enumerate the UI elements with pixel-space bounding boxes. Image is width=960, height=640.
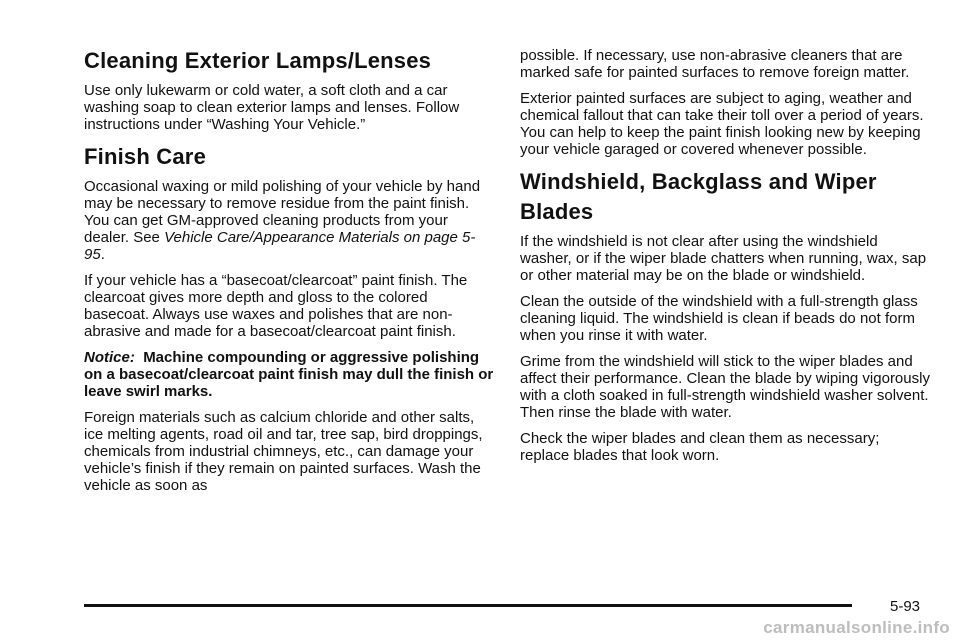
section-title-windshield: Windshield, Backglass and Wiper Blades: [520, 169, 877, 224]
windshield-paragraph-4: Check the wiper blades and clean them as necessary; replace blades that look worn.: [520, 430, 880, 464]
notice-text: Machine compounding or aggressive polishing on a basecoat/clearcoat paint finish may dull the finish or leave swirl marks.: [84, 349, 494, 400]
section-title-finish-care: Finish Care: [84, 144, 207, 169]
windshield-paragraph-1: If the windshield is not clear after using the windshield washer, or if the wiper blade chatters when running, wax, sap or other material may be on the blade or windshield.: [520, 233, 927, 284]
footer-rule: [84, 604, 852, 607]
finish-paragraph-1-end: .: [100, 246, 105, 263]
page-number: 5-93: [890, 598, 921, 615]
finish-paragraph-1: [84, 178, 494, 263]
windshield-paragraph-2: Clean the outside of the windshield with a full-strength glass cleaning liquid. The windshield is clean if beads do not form when you rinse it with water.: [520, 293, 918, 344]
continued-paragraph: possible. If necessary, use non-abrasive cleaners that are marked safe for painted surfaces to remove foreign matter.: [520, 47, 910, 81]
section-title-lamps: Cleaning Exterior Lamps/Lenses: [84, 48, 432, 73]
windshield-paragraph-3: Grime from the windshield will stick to the wiper blades and affect their performance. Clean the blade by wiping vigorously with a cloth soaked in full-strength windshield washer solvent. Then rinse the blade with water.: [520, 353, 930, 421]
right-column: [520, 0, 932, 473]
aging-paragraph: Exterior painted surfaces are subject to aging, weather and chemical fallout that can take their toll over a period of years. You can help to keep the paint finish looking new by keeping your vehicle garaged or covered whenever possible.: [520, 90, 924, 158]
notice-label: Notice:: [84, 349, 135, 366]
finish-paragraph-2: If your vehicle has a “basecoat/clearcoat” paint finish. The clearcoat gives more depth and gloss to the colored basecoat. Always use waxes and polishes that are non-abrasive and made for a basecoat/clearcoat paint finish.: [84, 272, 468, 340]
lamps-paragraph: Use only lukewarm or cold water, a soft cloth and a car washing soap to clean exterior lamps and lenses. Follow instructions under “Washing Your Vehicle.”: [84, 82, 460, 133]
left-column: [84, 0, 494, 503]
finish-paragraph-1-text: Occasional waxing or mild polishing of your vehicle by hand may be necessary to remove residue from the paint finish. You can get GM-approved cleaning products from your dealer. See: [84, 178, 481, 246]
cross-reference-link[interactable]: Vehicle Care/Appearance Materials on page 5-95: [84, 229, 476, 263]
finish-paragraph-3: Foreign materials such as calcium chloride and other salts, ice melting agents, road oil and tar, tree sap, bird droppings, chemicals from industrial chimneys, etc., can damage your vehicle’s finish if they remain on painted surfaces. Wash the vehicle as soon as: [84, 409, 483, 494]
watermark-logo: carmanualsonline.info: [763, 618, 950, 637]
notice-block: [84, 349, 494, 400]
